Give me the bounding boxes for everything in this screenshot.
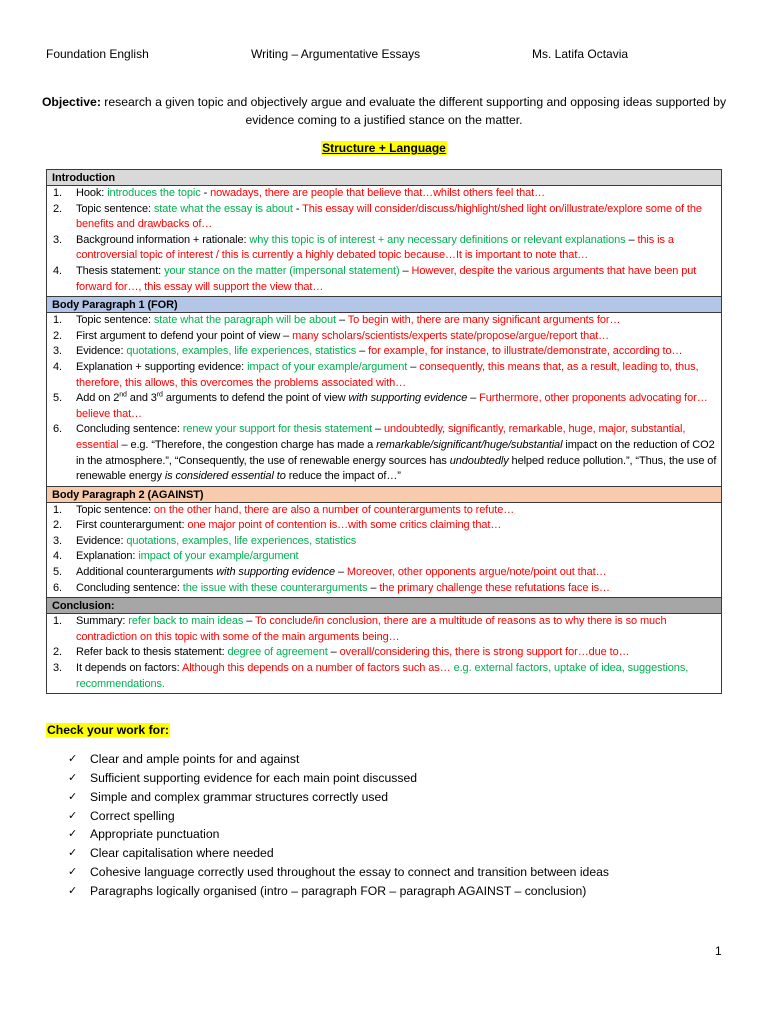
section-header-introduction: Introduction: [47, 170, 721, 186]
text-segment: Evidence:: [76, 345, 127, 358]
text-segment: undoubtedly: [449, 454, 509, 467]
section-list-body-paragraph-for: [47, 313, 721, 486]
list-item: [47, 645, 717, 661]
text-segment: nowadays, there are people that believe that…whilst others feel that…: [210, 187, 546, 199]
list-item: [47, 614, 717, 645]
text-segment: remarkable/significant/huge/substantial: [376, 438, 563, 451]
item-number: 3.: [53, 233, 62, 246]
list-item: [47, 202, 717, 233]
text-segment: many scholars/scientists/experts state/propose/argue/report that…: [292, 329, 610, 342]
checklist: [46, 750, 722, 900]
checklist-item-text: Simple and complex grammar structures correctly used: [90, 789, 389, 804]
checklist-heading: Check your work for:: [47, 723, 169, 738]
structure-table: [46, 169, 722, 694]
text-segment: impact on the reduction of CO2 in the atmosphere.”, “Consequently, the use of renewable energy sources has: [76, 438, 715, 467]
checklist-item: [46, 825, 722, 844]
checklist-item-text: Correct spelling: [90, 808, 175, 823]
item-text: [76, 534, 717, 550]
main-content: [46, 169, 722, 901]
text-segment: consequently, this means that, as a result, leading to, thus, therefore, this allows, this overcomes the problems associated with…: [76, 360, 699, 389]
check-icon: [46, 750, 90, 769]
text-segment: To begin with, there are many significant arguments for…: [347, 314, 621, 327]
objective-label: Objective:: [41, 95, 101, 109]
section-header-conclusion: Conclusion:: [47, 597, 721, 614]
checklist-item-text: Sufficient supporting evidence for each main point discussed: [90, 771, 418, 786]
item-number: 3.: [53, 662, 62, 675]
text-segment: impact of your example/argument: [138, 550, 299, 563]
text-segment: and 3: [126, 392, 157, 405]
checklist-item: [46, 882, 722, 901]
list-item: [47, 661, 717, 692]
text-segment: First argument to defend your point of view –: [76, 329, 293, 342]
item-number: 4.: [53, 550, 62, 563]
text-segment: this is a controversial topic of interest / this is currently a highly debated topic because…It is important to note that…: [76, 233, 674, 262]
text-segment: To conclude/in conclusion, there are a multitude of reasons as to why there is so much contradiction on this topic with some of the main arguments being…: [76, 615, 667, 643]
item-number: 1.: [53, 503, 62, 516]
text-segment: -: [200, 187, 211, 199]
item-text: [76, 233, 717, 264]
list-item: [47, 518, 717, 534]
text-segment: Topic sentence:: [76, 503, 154, 516]
item-text: [76, 661, 717, 692]
list-item: [47, 264, 717, 295]
list-item: [47, 534, 717, 550]
text-segment: Concluding sentence:: [76, 423, 183, 436]
list-item: [47, 549, 717, 565]
item-text: [76, 518, 717, 534]
list-item: [47, 186, 717, 202]
list-item: [47, 565, 717, 581]
check-icon: [46, 788, 90, 807]
text-segment: Topic sentence:: [76, 314, 154, 327]
item-text: [76, 186, 717, 202]
structure-heading: Structure + Language: [322, 141, 446, 155]
item-text: [76, 391, 717, 422]
text-segment: the issue with these counterarguments: [182, 581, 368, 594]
text-segment: This essay will consider/discuss/highlight/shed light on/illustrate/explore some of the benefits and drawbacks of…: [76, 202, 702, 231]
text-segment: refer back to main ideas: [128, 615, 244, 628]
item-text: [76, 645, 717, 661]
item-text: [76, 503, 717, 519]
text-segment: Explanation:: [76, 550, 139, 563]
text-segment: –: [336, 314, 348, 327]
text-segment: –: [334, 566, 347, 579]
page-number: 1: [715, 944, 722, 958]
check-icon: [46, 863, 90, 882]
text-segment: with supporting evidence: [216, 566, 335, 579]
item-text: [76, 344, 717, 360]
item-number: 2.: [53, 202, 62, 215]
checklist-item-text: Appropriate punctuation: [90, 827, 220, 842]
check-icon: [46, 825, 90, 844]
section-header-body-paragraph-for: Body Paragraph 1 (FOR): [47, 296, 721, 313]
item-number: 2.: [53, 329, 62, 342]
checklist-item: [46, 750, 722, 769]
checklist-item-text: Clear capitalisation where needed: [90, 846, 274, 861]
checklist-item: [46, 807, 722, 826]
list-item: [47, 329, 717, 345]
text-segment: – e.g. “Therefore, the congestion charge has made a: [118, 438, 377, 451]
text-segment: state what the paragraph will be about: [153, 314, 337, 327]
text-segment: e.g. external factors, uptake of idea, suggestions, recommendations.: [76, 662, 689, 690]
text-segment: introduces the topic: [107, 187, 201, 199]
text-segment: Explanation + supporting evidence:: [76, 360, 248, 373]
header-unit-title: Writing – Argumentative Essays: [251, 47, 421, 61]
text-segment: on the other hand, there are also a number of counterarguments to refute…: [153, 503, 515, 516]
item-text: [76, 581, 717, 597]
item-number: 4.: [53, 264, 62, 277]
text-segment: nd: [119, 391, 127, 399]
item-text: [76, 614, 717, 645]
check-icon: [46, 844, 90, 863]
text-segment: why this topic is of interest + any necessary definitions or relevant explanations: [249, 233, 626, 246]
text-segment: Evidence:: [76, 534, 127, 547]
item-number: 3.: [53, 345, 62, 358]
item-number: 6.: [53, 581, 62, 594]
text-segment: degree of agreement: [227, 646, 328, 659]
item-number: 5.: [53, 392, 62, 405]
text-segment: Add on 2: [76, 392, 120, 405]
list-item: [47, 581, 717, 597]
item-text: [76, 565, 717, 581]
text-segment: However, despite the various arguments that have been put forward for…, this essay will support the view that…: [76, 264, 697, 293]
item-number: 2.: [53, 519, 62, 532]
section-header-body-paragraph-against: Body Paragraph 2 (AGAINST): [47, 486, 721, 503]
list-item: [47, 233, 717, 264]
item-text: [76, 329, 717, 345]
checklist-item: [46, 863, 722, 882]
text-segment: It depends on factors:: [76, 662, 182, 675]
text-segment: one major point of contention is…with some critics claiming that…: [187, 519, 502, 532]
text-segment: quotations, examples, life experiences, statistics: [126, 345, 357, 358]
text-segment: Summary:: [76, 615, 129, 628]
list-item: [47, 422, 717, 484]
checklist-item-text: Paragraphs logically organised (intro – paragraph FOR – paragraph AGAINST – conclusion): [90, 883, 587, 898]
text-segment: with supporting evidence: [348, 392, 468, 405]
text-segment: Furthermore, other proponents advocating for…believe that…: [76, 392, 708, 420]
text-segment: Thesis statement:: [76, 264, 165, 277]
section-list-body-paragraph-against: [47, 503, 721, 598]
text-segment: quotations, examples, life experiences, statistics: [126, 534, 357, 547]
item-text: [76, 549, 717, 565]
text-segment: the primary challenge these refutations face is…: [379, 581, 610, 594]
text-segment: –: [356, 345, 369, 358]
text-segment: renew your support for thesis statement: [182, 423, 373, 436]
text-segment: for example, for instance, to illustrate/demonstrate, according to…: [368, 345, 683, 358]
checklist-item: [46, 844, 722, 863]
list-item: [47, 344, 717, 360]
text-segment: impact of your example/argument: [247, 360, 408, 373]
item-number: 1.: [53, 314, 62, 327]
list-item: [47, 360, 717, 391]
list-item: [47, 503, 717, 519]
text-segment: your stance on the matter (impersonal statement): [164, 264, 400, 277]
header-teacher: Ms. Latifa Octavia: [532, 47, 629, 61]
checklist-item: [46, 769, 722, 788]
text-segment: is considered essential to: [164, 470, 286, 483]
text-segment: Background information + rationale:: [76, 233, 250, 246]
item-number: 1.: [53, 187, 62, 199]
text-segment: –: [399, 264, 412, 277]
text-segment: –: [625, 233, 638, 246]
text-segment: Refer back to thesis statement:: [76, 646, 228, 659]
text-segment: state what the essay is about: [153, 202, 293, 215]
check-icon: [46, 769, 90, 788]
text-segment: First counterargument:: [76, 519, 188, 532]
checklist-item: [46, 788, 722, 807]
checklist-item-text: Clear and ample points for and against: [90, 752, 300, 767]
list-item: [47, 313, 717, 329]
item-text: [76, 264, 717, 295]
text-segment: overall/considering this, there is strong support for…due to…: [339, 646, 630, 659]
objective-paragraph: [40, 93, 728, 129]
text-segment: –: [367, 581, 380, 594]
list-item: [47, 391, 717, 422]
text-segment: rd: [156, 391, 163, 399]
text-segment: Although this depends on a number of factors such as…: [181, 662, 451, 675]
section-list-introduction: [47, 186, 721, 296]
text-segment: –: [327, 646, 340, 659]
text-segment: Concluding sentence:: [76, 581, 183, 594]
text-segment: Hook:: [76, 187, 108, 199]
check-icon: [46, 807, 90, 826]
item-number: 3.: [53, 534, 62, 547]
text-segment: -: [292, 202, 303, 215]
item-number: 1.: [53, 615, 62, 628]
item-number: 4.: [53, 360, 62, 373]
text-segment: –: [407, 360, 420, 373]
item-number: 5.: [53, 566, 62, 579]
structure-heading-line: [0, 141, 768, 155]
section-list-conclusion: [47, 614, 721, 693]
item-text: [76, 313, 717, 329]
check-icon: [46, 882, 90, 901]
text-segment: Topic sentence:: [76, 202, 154, 215]
text-segment: –: [243, 615, 256, 628]
text-segment: undoubtedly, significantly, remarkable, huge, major, substantial, essential: [76, 423, 686, 451]
text-segment: reduce the impact of…”: [285, 470, 401, 483]
checklist-heading-line: [46, 722, 722, 738]
text-segment: helped reduce pollution.”, “Thus, the use of renewable energy: [76, 454, 717, 483]
text-segment: –: [467, 392, 480, 405]
text-segment: arguments to defend the point of view: [162, 392, 349, 405]
text-segment: Additional counterarguments: [76, 566, 217, 579]
item-number: 2.: [53, 646, 62, 659]
item-number: 6.: [53, 423, 62, 436]
item-text: [76, 422, 717, 484]
text-segment: –: [372, 423, 385, 436]
checklist-item-text: Cohesive language correctly used throughout the essay to connect and transition between ideas: [90, 865, 609, 879]
item-text: [76, 360, 717, 391]
objective-text: research a given topic and objectively argue and evaluate the different supporting and opposing ideas supported by evidence coming to a justified stance on the matter.: [100, 95, 727, 127]
text-segment: Moreover, other opponents argue/note/point out that…: [346, 566, 607, 579]
header-course: Foundation English: [46, 47, 149, 61]
item-text: [76, 202, 717, 233]
